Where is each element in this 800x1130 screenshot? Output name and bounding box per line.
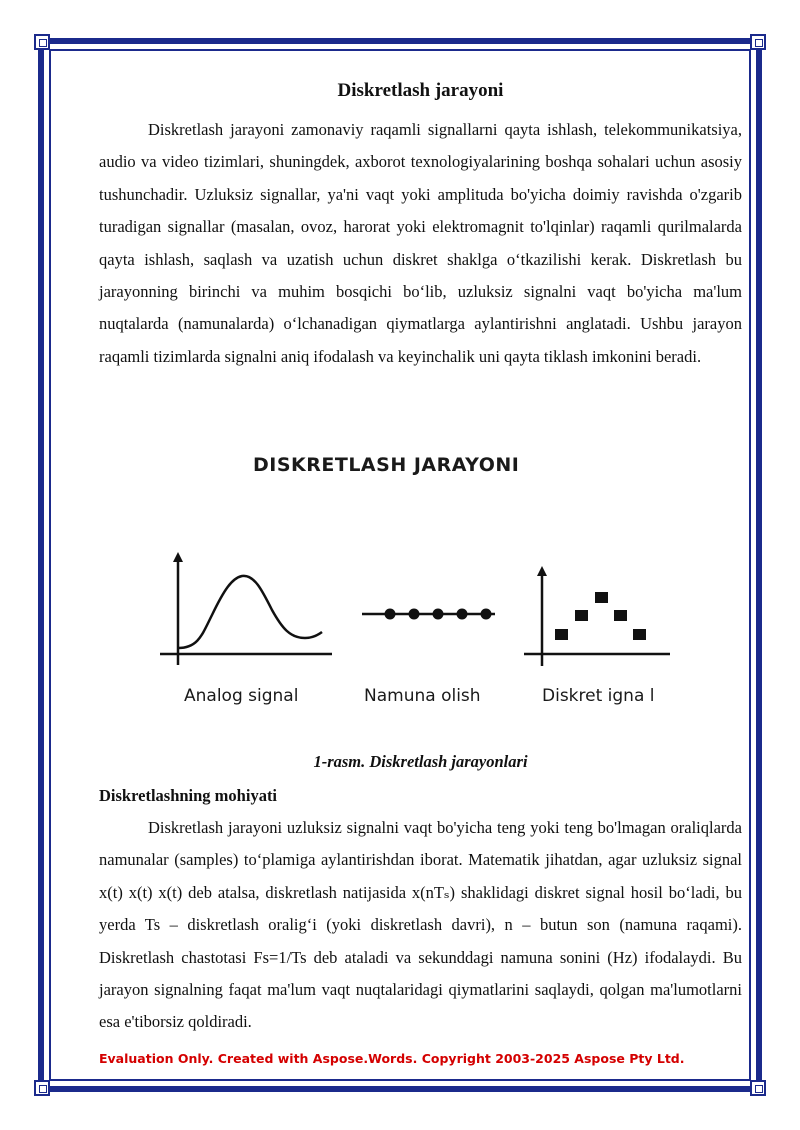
- sampling-diagram: [362, 609, 495, 620]
- sample-dot: [385, 609, 396, 620]
- section-paragraph: Diskretlash jarayoni uzluksiz signalni vaqt bo'yicha teng yoki teng bo'lmagan oraliqlarda namunalar (samples) to‘plamiga aylantirishdan iborat. Matematik jihatdan, agar uzluksiz signal x(t) x(t) x(t) deb atalsa, diskretlash natijasida x(nTₛ) shaklidagi diskret signal hosil bo‘ladi, bu yerda Ts – diskretlash oralig‘i (yoki diskretlash davri), n – butun son (namuna raqami). Diskretlash chastotasi Fs=1/Ts deb ataladi va sekunddagi namuna sonini (Hz) ifodalaydi. Bu jarayon signalning faqat ma'lum vaqt nuqtalaridagi qiymatlarini saqlaydi, qolgan ma'lumotlarni esa e'tiborsiz qoldiradi.: [99, 818, 742, 1032]
- corner-ornament-top-right: [750, 34, 766, 50]
- figure-label-discrete: Diskret igna l: [542, 686, 655, 706]
- figure-label-sampling: Namuna olish: [364, 686, 481, 706]
- discrete-sample: [595, 592, 608, 603]
- figure-diskretlash: [150, 450, 690, 720]
- document-title: Diskretlash jarayoni: [337, 80, 504, 101]
- corner-ornament-top-left: [34, 34, 50, 50]
- section-heading: Diskretlashning mohiyati: [99, 786, 278, 805]
- sample-dot: [433, 609, 444, 620]
- discrete-sample: [614, 610, 627, 621]
- corner-ornament-bottom-left: [34, 1080, 50, 1096]
- sample-dot: [457, 609, 468, 620]
- figure-title: DISKRETLASH JARAYONI: [253, 454, 520, 476]
- discrete-y-arrow: [537, 566, 547, 576]
- discrete-sample: [633, 629, 646, 640]
- document-body: [99, 78, 742, 373]
- corner-ornament-bottom-right: [750, 1080, 766, 1096]
- analog-wave: [178, 576, 322, 648]
- discrete-sample: [575, 610, 588, 621]
- intro-paragraph: Diskretlash jarayoni zamonaviy raqamli signallarni qayta ishlash, telekommunikatsiya, audio va video tizimlari, shuningdek, axborot texnologiyalarining boshqa sohalari uchun asosiy tushunchadir. Uzluksiz signallar, ya'ni vaqt yoki amplituda bo'yicha doimiy ravishda o'zgarib turadigan signallar (masalan, ovoz, harorat yoki elektromagnit to'lqinlar) raqamli qurilmalarda qayta ishlash, saqlash va uzatish uchun diskret shaklga o‘tkazilishi kerak. Diskretlash bu jarayonning birinchi va muhim bosqichi bo‘lib, uzluksiz signalni vaqt bo'yicha ma'lum nuqtalarda (namunalarda) o‘lchanadigan qiymatlarga aylantirishni anglatadi. Ushbu jarayon raqamli tizimlarda signalni aniq ifodalash va keyinchalik uni qayta tiklash imkonini beradi.: [99, 120, 742, 366]
- analog-signal-diagram: [160, 552, 332, 665]
- sample-dot: [409, 609, 420, 620]
- sample-dot: [481, 609, 492, 620]
- discrete-sample: [555, 629, 568, 640]
- section-body: [99, 812, 742, 1039]
- figure-illustration: [150, 450, 690, 720]
- evaluation-watermark: Evaluation Only. Created with Aspose.Words. Copyright 2003-2025 Aspose Pty Ltd.: [99, 1051, 685, 1066]
- discrete-signal-diagram: [524, 566, 670, 666]
- analog-y-arrow: [173, 552, 183, 562]
- figure-label-analog: Analog signal: [184, 686, 299, 706]
- figure-caption: 1-rasm. Diskretlash jarayonlari: [313, 752, 528, 771]
